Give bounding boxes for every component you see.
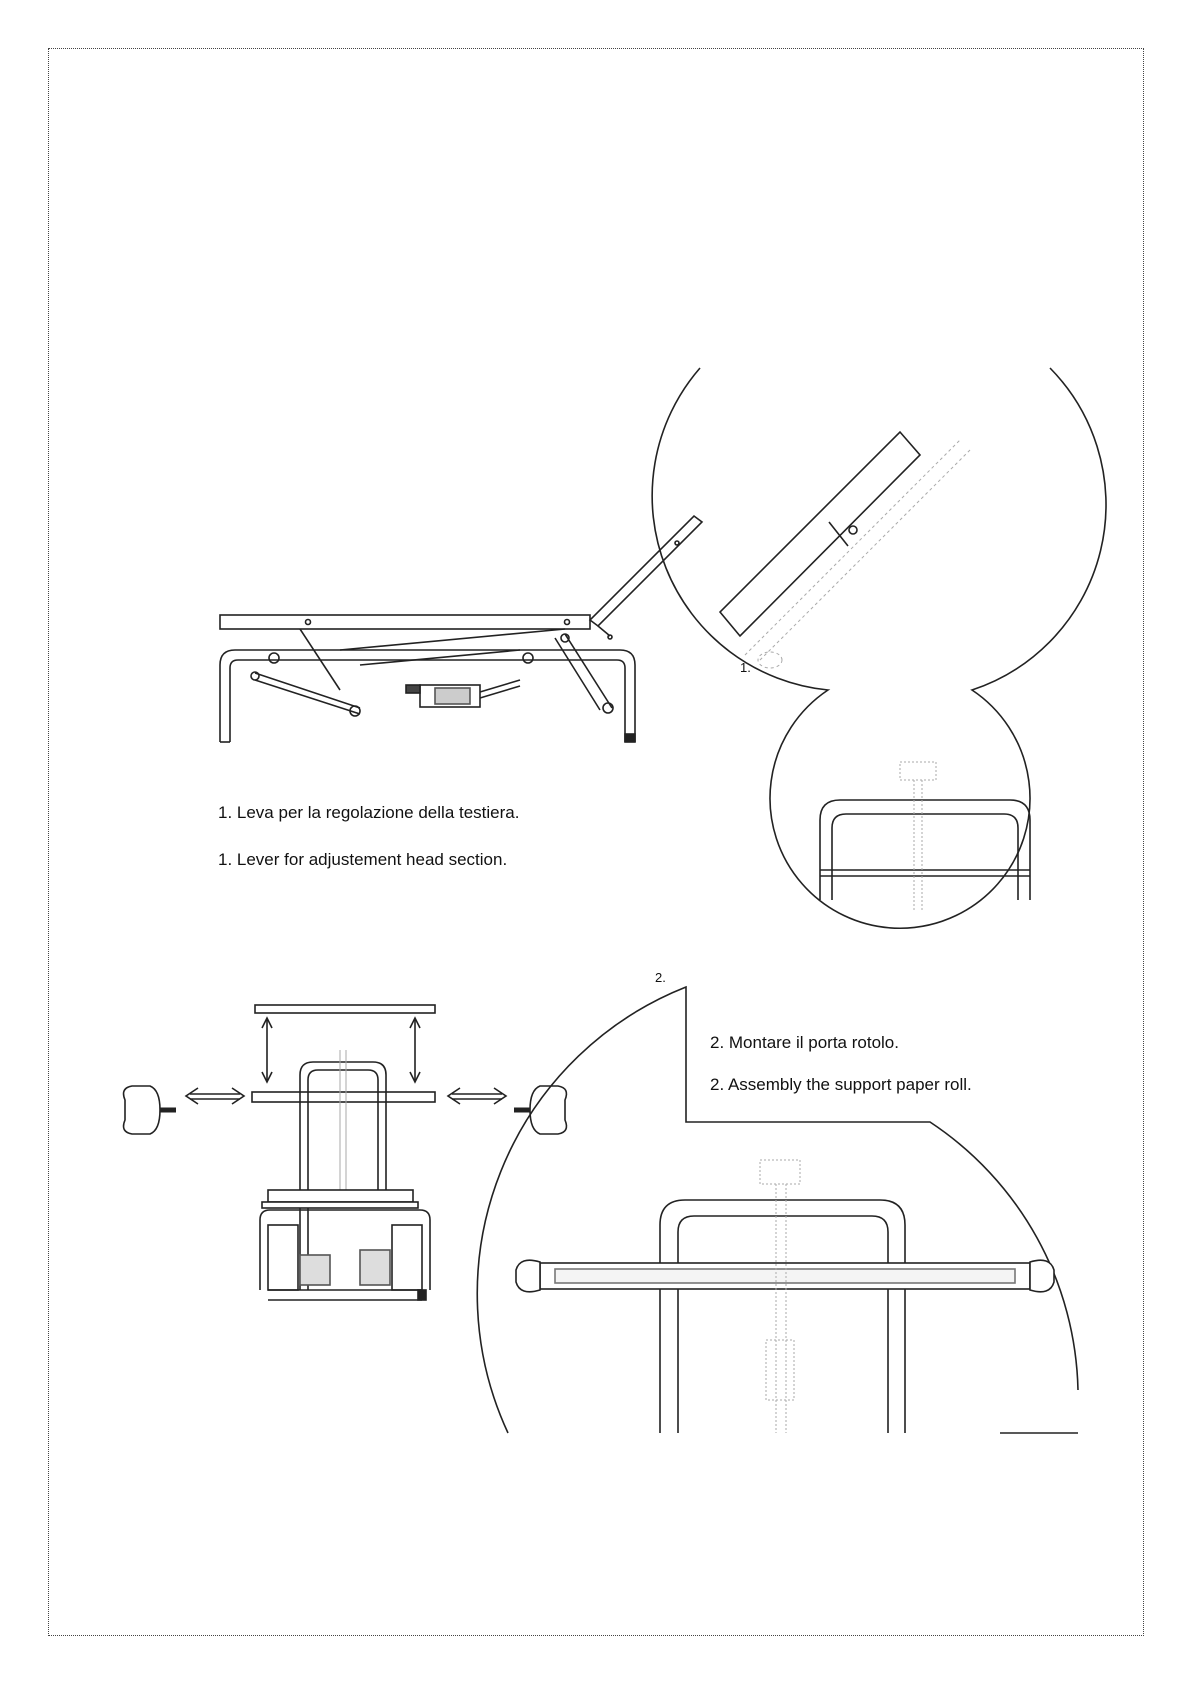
caption-english-1: 1. Lever for adjustement head section. (218, 850, 508, 869)
knob-icon (124, 1086, 176, 1134)
detail-magnifier-2 (477, 987, 1078, 1433)
couch-front-view (124, 1005, 567, 1300)
callout-number-2: 2. (655, 970, 666, 985)
caption-english-2: 2. Assembly the support paper roll. (710, 1075, 972, 1094)
couch-side-view (220, 516, 702, 742)
caption-italian-1: 1. Leva per la regolazione della testiera. (218, 803, 520, 822)
caption-italian-2: 2. Montare il porta rotolo. (710, 1033, 899, 1052)
double-arrow-icon (448, 1088, 506, 1104)
detail-magnifier-1 (652, 368, 1106, 928)
callout-number-1: 1. (740, 660, 751, 675)
double-arrow-icon (186, 1088, 244, 1104)
